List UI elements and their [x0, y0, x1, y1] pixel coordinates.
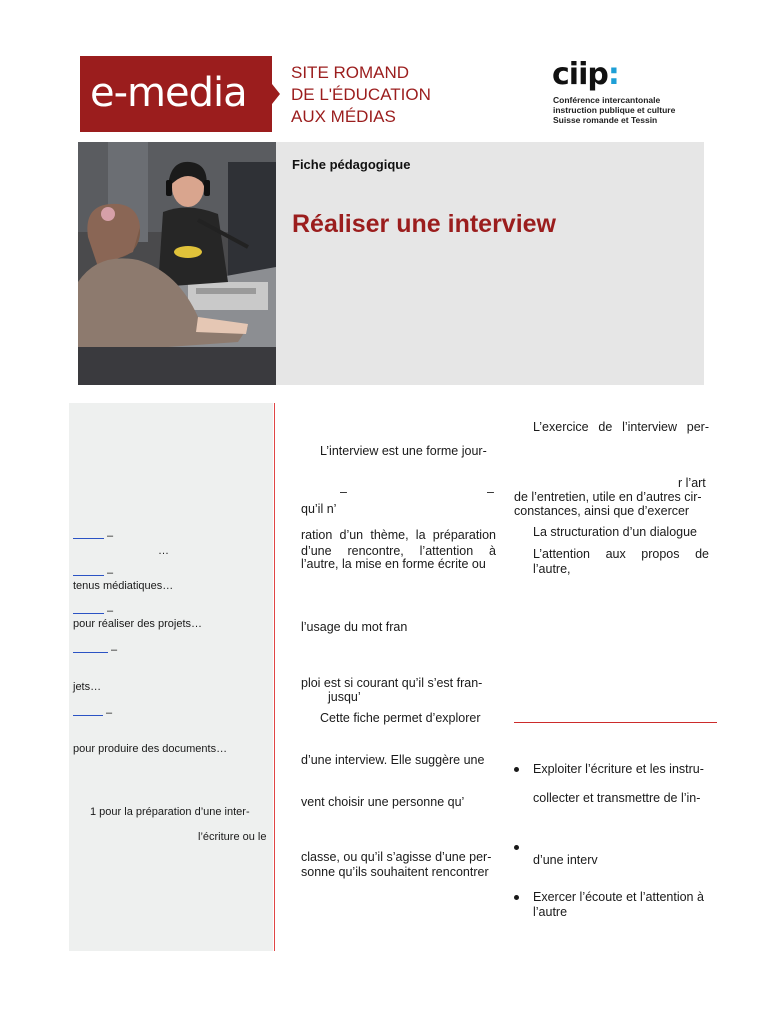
body-text-line: r l’art [678, 476, 706, 490]
sidebar-link[interactable] [73, 566, 104, 576]
site-title [291, 62, 431, 128]
sidebar-item-text: tenus médiatiques… [73, 580, 174, 592]
body-text-line: L’attention aux propos de [533, 547, 709, 561]
site-title-line: DE L'ÉDUCATION [291, 85, 431, 104]
sidebar-item-text: pour produire des documents… [73, 743, 228, 755]
page-title: Réaliser une interview [292, 210, 557, 238]
body-text-line: de l’entretien, utile en d’autres cir- [514, 490, 702, 504]
body-text-line: – [340, 485, 347, 499]
sidebar-item-text: … [158, 545, 169, 557]
body-text-line: ration d’un thème, la préparation [301, 528, 496, 542]
ciip-logo-colon: : [607, 57, 619, 92]
ciip-logo-text: ciip [552, 57, 608, 92]
sidebar-item[interactable] [73, 706, 112, 719]
body-text-line: La structuration d’un dialogue [533, 525, 698, 539]
objective-text: Exploiter l’écriture et les instru- [533, 762, 704, 776]
body-text-line: d’une interview. Elle suggère une [301, 753, 485, 767]
objective-text: Exercer l’écoute et l’attention à [533, 890, 704, 904]
site-title-line: AUX MÉDIAS [291, 107, 396, 126]
ciip-logo [552, 57, 619, 92]
body-text-line: jusqu’ [328, 690, 361, 704]
sidebar-item-text: – [103, 707, 113, 719]
sidebar-item-text: – [104, 567, 114, 579]
site-title-line: SITE ROMAND [291, 63, 410, 82]
sidebar [69, 403, 273, 951]
logo-arrow-icon [272, 84, 280, 104]
objective-text: collecter et transmettre de l’in- [533, 791, 701, 805]
body-text-line: sonne qu’ils souhaitent rencontrer [301, 865, 489, 879]
sidebar-item[interactable] [73, 566, 113, 579]
sidebar-item-text: – [104, 605, 114, 617]
section-divider [514, 722, 717, 723]
sidebar-link[interactable] [73, 604, 104, 614]
objective-text: l’autre [533, 905, 568, 919]
body-text-line: – [487, 485, 494, 499]
ciip-subtitle [553, 95, 675, 125]
body-text-line: ploi est si courant qu’il s’est fran- [301, 676, 483, 690]
body-text-line: L’interview est une forme jour- [320, 444, 487, 458]
sidebar-link[interactable] [73, 643, 108, 653]
bullet-icon [514, 845, 519, 850]
sidebar-item[interactable] [73, 643, 117, 656]
body-text-line: vent choisir une personne qu’ [301, 795, 465, 809]
sidebar-item-text: pour réaliser des projets… [73, 618, 203, 630]
sidebar-item-text: 1 pour la préparation d’une inter- [90, 806, 250, 818]
sidebar-item-text: jets… [73, 681, 102, 693]
bullet-icon [514, 895, 519, 900]
sidebar-link[interactable] [73, 706, 103, 716]
interview-photo [78, 142, 276, 385]
bullet-icon [514, 767, 519, 772]
sidebar-divider [274, 403, 275, 951]
sidebar-item[interactable] [73, 604, 113, 617]
body-text-line: l’autre, [533, 562, 571, 576]
body-text-line: Cette fiche permet d’explorer [320, 711, 481, 725]
sidebar-item-text: – [108, 644, 118, 656]
objective-text: d’une interv [533, 853, 598, 867]
sidebar-item-text: – [104, 530, 114, 542]
sidebar-item[interactable] [73, 529, 113, 542]
document-type-label: Fiche pédagogique [292, 157, 411, 172]
sidebar-item-text: l’écriture ou le [198, 831, 267, 843]
body-text-line: classe, ou qu’il s’agisse d’une per- [301, 850, 492, 864]
interview-photo-illustration [78, 142, 276, 385]
logo-text: e-media [90, 70, 247, 116]
sidebar-link[interactable] [73, 529, 104, 539]
ciip-subtitle-line: instruction publique et culture [553, 105, 676, 115]
body-text-line: qu’il n’ [301, 502, 337, 516]
ciip-subtitle-line: Suisse romande et Tessin [553, 115, 658, 125]
body-text-line: l’autre, la mise en forme écrite ou [301, 557, 486, 571]
body-text-line: constances, ainsi que d’exercer [514, 504, 690, 518]
body-text-line: L’exercice de l’interview per- [533, 420, 709, 434]
body-text-line: d’une rencontre, l’attention à [301, 544, 496, 558]
ciip-subtitle-line: Conférence intercantonale [553, 95, 661, 105]
emedia-logo [80, 56, 272, 132]
body-text-line: l’usage du mot fran [301, 620, 408, 634]
